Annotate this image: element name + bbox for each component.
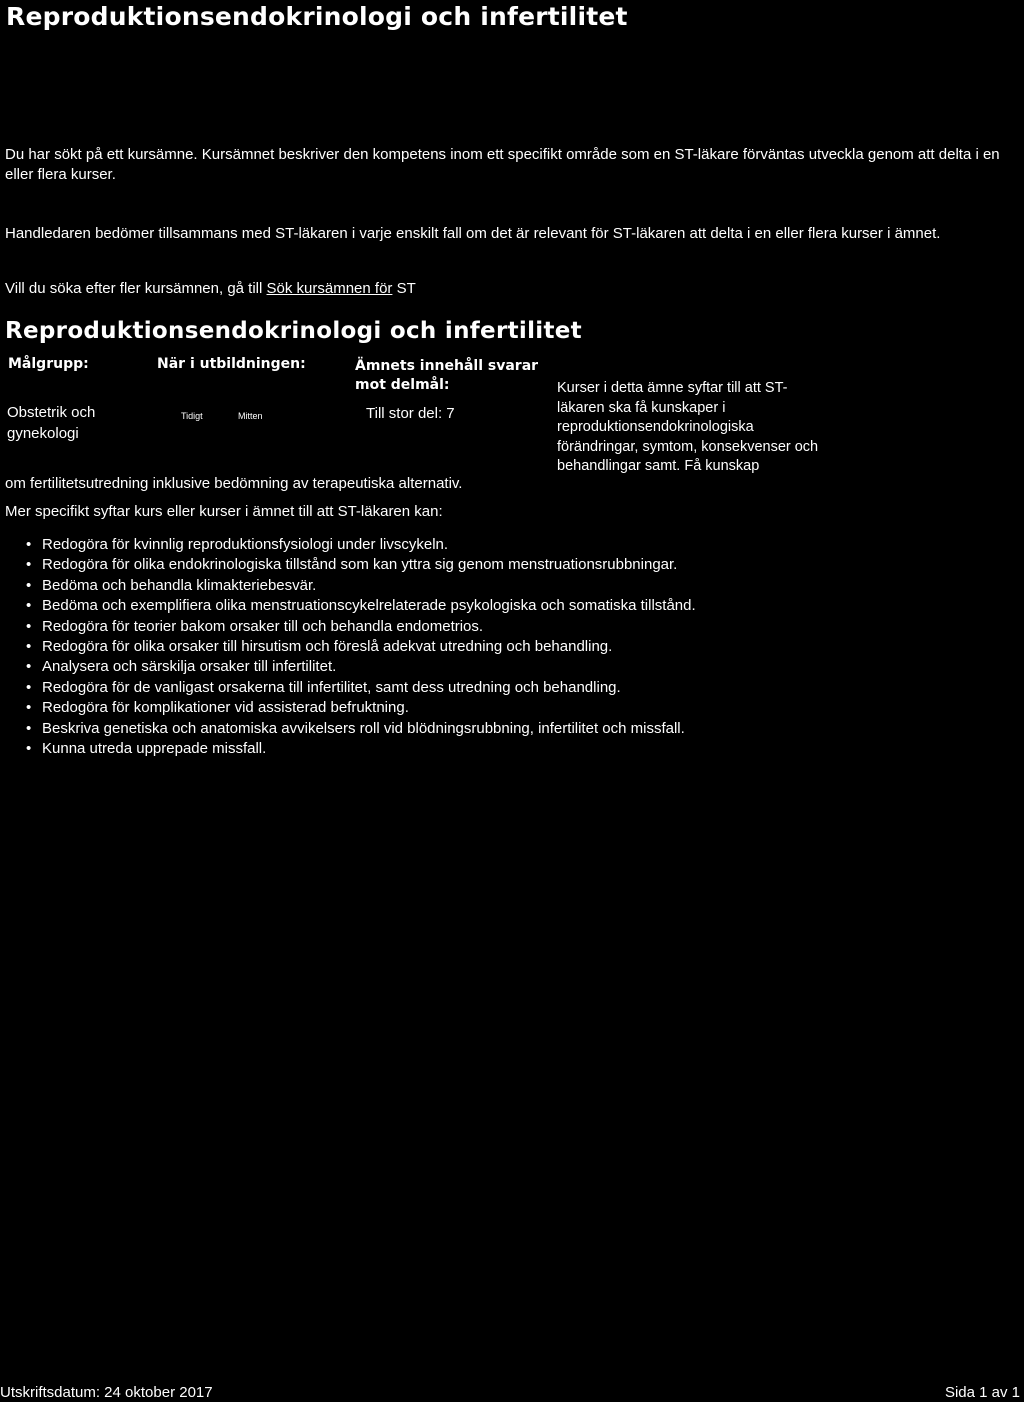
supervisor-paragraph: Handledaren bedömer tillsammans med ST-läkaren i varje enskilt fall om det är relevant för ST-läkaren att delta i en eller flera kurser i ämnet. xyxy=(5,225,941,242)
goals-list xyxy=(5,535,696,759)
bullet-icon: • xyxy=(26,617,32,635)
bullet-icon: • xyxy=(26,536,32,553)
subject-content-header: Ämnets innehåll svarar mot delmål: xyxy=(355,358,539,393)
bullet-icon: • xyxy=(26,638,32,656)
subject-title: Reproduktionsendokrinologi och infertilitet xyxy=(5,318,582,344)
page-title: Reproduktionsendokrinologi och infertilitet xyxy=(6,2,628,31)
when-in-training-header: När i utbildningen: xyxy=(157,356,306,372)
timing-early: Tidigt xyxy=(181,411,203,421)
search-suffix: ST xyxy=(396,280,416,297)
bullet-icon: • xyxy=(26,576,32,594)
subject-description: Kurser i detta ämne syftar till att ST-läkaren ska få kunskaper i reproduktionsendokrinologiska förändringar, symtom, konsekvenser och behandlingar samt. Få kunskap xyxy=(557,380,819,474)
bullet-icon: • xyxy=(26,719,32,737)
search-prefix: Vill du söka efter fler kursämnen, gå till xyxy=(5,280,263,297)
timing-middle: Mitten xyxy=(238,411,263,421)
bullet-icon: • xyxy=(26,658,32,676)
goal-text: Beskriva genetiska och anatomiska avvikelsers roll vid blödningsrubbning, infertilitet och missfall. xyxy=(42,719,685,737)
list-item xyxy=(5,657,696,677)
goal-text: Redogöra för olika endokrinologiska tillstånd som kan yttra sig genom menstruationsrubbningar. xyxy=(42,556,678,574)
bullet-icon: • xyxy=(26,597,32,615)
list-item xyxy=(5,535,696,555)
goal-text: Redogöra för de vanligast orsakerna till infertilitet, samt dess utredning och behandling. xyxy=(42,678,621,696)
subject-description-continued: om fertilitetsutredning inklusive bedömning av terapeutiska alternativ. xyxy=(5,475,463,492)
list-item xyxy=(5,698,696,718)
intro-paragraph: Du har sökt på ett kursämne. Kursämnet beskriver den kompetens inom ett specifikt område som en ST-läkare förväntas utveckla genom att delta i en eller flera kurser. xyxy=(5,146,1000,183)
list-item xyxy=(5,637,696,657)
list-item xyxy=(5,576,696,596)
print-date: Utskriftsdatum: 24 oktober 2017 xyxy=(0,1384,213,1401)
list-item xyxy=(5,739,696,759)
goal-text: Kunna utreda upprepade missfall. xyxy=(42,740,267,758)
goal-text: Bedöma och exemplifiera olika menstruationscykelrelaterade psykologiska och somatiska tillstånd. xyxy=(42,597,696,615)
bullet-icon: • xyxy=(26,740,32,758)
goal-text: Redogöra för kvinnlig reproduktionsfysiologi under livscykeln. xyxy=(42,536,449,553)
goals-intro: Mer specifikt syftar kurs eller kurser i ämnet till att ST-läkaren kan: xyxy=(5,503,443,520)
goal-text: Analysera och särskilja orsaker till infertilitet. xyxy=(42,658,337,676)
bullet-icon: • xyxy=(26,699,32,717)
list-item xyxy=(5,617,696,637)
search-more-text xyxy=(5,279,1005,299)
bullet-icon: • xyxy=(26,678,32,696)
list-item xyxy=(5,678,696,698)
target-group-value: Obstetrik och gynekologi xyxy=(7,404,96,442)
list-item xyxy=(5,596,696,616)
list-item xyxy=(5,719,696,739)
goal-text: Bedöma och behandla klimakteriebesvär. xyxy=(42,576,317,594)
goal-text: Redogöra för teorier bakom orsaker till och behandla endometrios. xyxy=(42,617,484,635)
target-group-header: Målgrupp: xyxy=(8,356,89,372)
list-item xyxy=(5,555,696,575)
goal-text: Redogöra för komplikationer vid assisterad befruktning. xyxy=(42,699,409,717)
search-subjects-link[interactable]: Sök kursämnen för xyxy=(266,280,393,297)
content-value: Till stor del: 7 xyxy=(366,405,455,422)
page-number: Sida 1 av 1 xyxy=(944,1384,1020,1401)
goal-text: Redogöra för olika orsaker till hirsutism och föreslå adekvat utredning och behandling. xyxy=(42,638,613,656)
bullet-icon: • xyxy=(26,556,32,574)
